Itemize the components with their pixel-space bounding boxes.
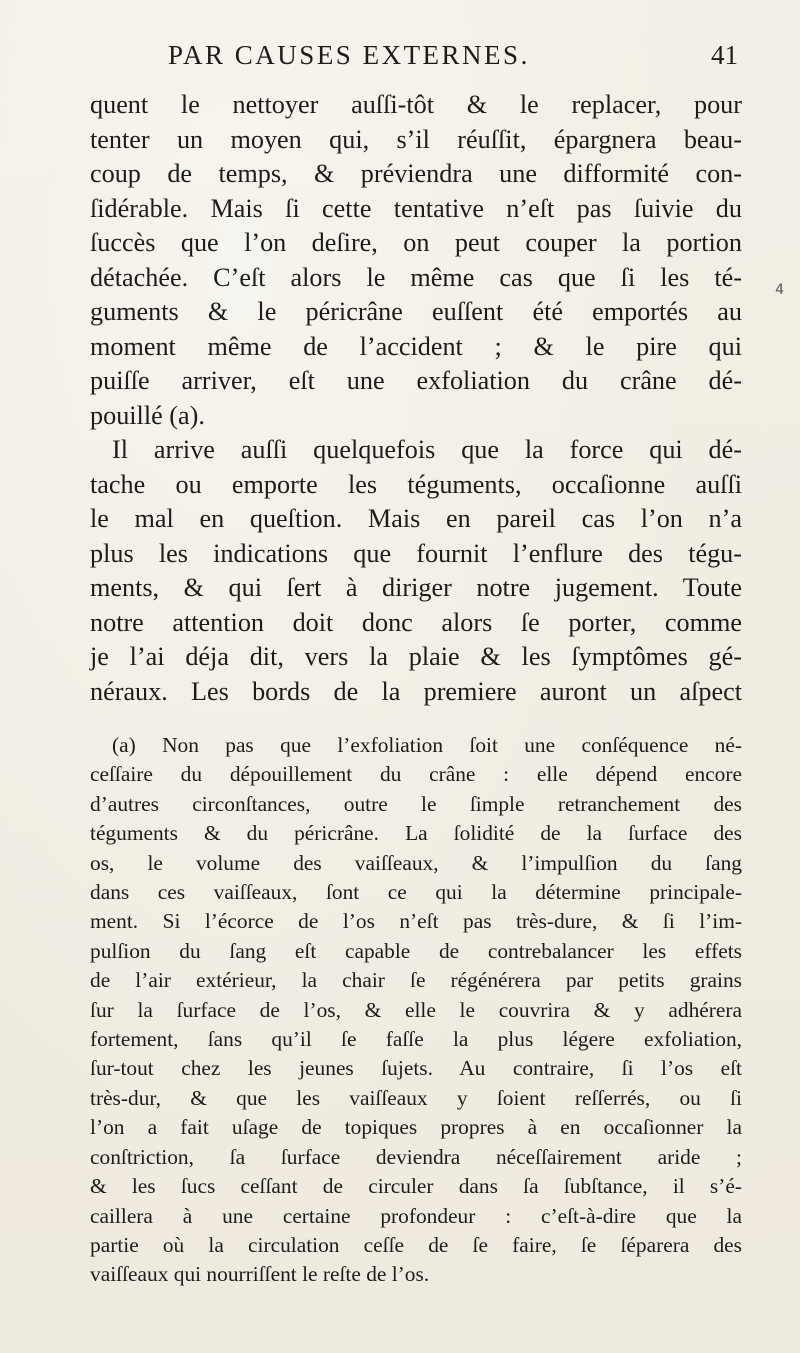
margin-mark: 4: [775, 282, 784, 298]
main-text: [90, 88, 742, 709]
footnote-line: fortement, ſans qu’il ſe faſſe la plus légere exfoliation,: [90, 1027, 742, 1052]
footnote-line: vaiſſeaux qui nourriſſent le reſte de l’os.: [90, 1262, 430, 1287]
text-line: ments, & qui ſert à diriger notre jugement. Toute: [90, 573, 742, 602]
text-line: tenter un moyen qui, s’il réuſſit, épargnera beau-: [90, 124, 742, 154]
footnote-line: ſur-tout chez les jeunes ſujets. Au contraire, ſi l’os eſt: [90, 1056, 742, 1081]
footnote-line: partie où la circulation ceſſe de ſe faire, ſe ſéparera des: [90, 1232, 742, 1257]
footnote-line: de l’air extérieur, la chair ſe régénérera par petits grains: [90, 968, 742, 993]
footnote-line: téguments & du péricrâne. La ſolidité de la ſurface des: [90, 821, 742, 846]
text-line: le mal en queſtion. Mais en pareil cas l’on n’a: [90, 504, 742, 533]
running-head: [90, 38, 742, 88]
footnote-line: pulſion du ſang eſt capable de contrebalancer les effets: [90, 938, 742, 963]
text-line: puiſſe arriver, eſt une exfoliation du crâne dé-: [90, 366, 742, 395]
text-line: pouillé (a).: [90, 400, 205, 430]
footnote-line: ceſſaire du dépouillement du crâne : elle dépend encore: [90, 762, 742, 787]
page-number: 41: [711, 40, 738, 70]
running-title: PAR CAUSES EXTERNES.: [168, 40, 530, 70]
text-line: coup de temps, & préviendra une difformité con-: [90, 159, 742, 188]
text-line: plus les indications que fournit l’enflure des tégu-: [90, 538, 742, 568]
footnote-line: caillera à une certaine profondeur : c’eſt-à-dire que la: [90, 1203, 742, 1228]
text-line: tache ou emporte les téguments, occaſionne auſſi: [90, 469, 742, 499]
text-line: je l’ai déja dit, vers la plaie & les ſymptômes gé-: [90, 642, 742, 671]
text-line: quent le nettoyer auſſi-tôt & le replacer, pour: [90, 90, 742, 119]
text-line: détachée. C’eſt alors le même cas que ſi les té-: [90, 262, 742, 292]
footnote-line: ment. Si l’écorce de l’os n’eſt pas très-dure, & ſi l’im-: [90, 909, 742, 934]
text-line: moment même de l’accident ; & le pire qui: [90, 331, 742, 361]
text-line: guments & le péricrâne euſſent été emportés au: [90, 297, 742, 326]
footnote-line: très-dur, & que les vaiſſeaux y ſoient reſſerrés, ou ſi: [90, 1085, 742, 1110]
footnote-line: os, le volume des vaiſſeaux, & l’impulſion du ſang: [90, 850, 742, 875]
text-line: ſidérable. Mais ſi cette tentative n’eſt pas ſuivie du: [90, 193, 742, 223]
text-line: notre attention doit donc alors ſe porter, comme: [90, 607, 742, 637]
footnote-line: & les ſucs ceſſant de circuler dans ſa ſubſtance, il s’é-: [90, 1174, 742, 1199]
footnote-line: (a) Non pas que l’exfoliation ſoit une conſéquence né-: [112, 733, 742, 757]
text-line: néraux. Les bords de la premiere auront un aſpect: [90, 676, 742, 706]
footnote-line: dans ces vaiſſeaux, ſont ce qui la détermine principale-: [90, 880, 742, 905]
footnote-line: l’on a fait uſage de topiques propres à en occaſionner la: [90, 1115, 742, 1140]
text-line: ſuccès que l’on deſire, on peut couper la portion: [90, 228, 742, 257]
footnote: [90, 731, 742, 1290]
text-line: Il arrive auſſi quelquefois que la force qui dé-: [112, 435, 742, 464]
footnote-line: conſtriction, ſa ſurface deviendra néceſſairement aride ;: [90, 1144, 742, 1169]
footnote-line: d’autres circonſtances, outre le ſimple retranchement des: [90, 791, 742, 816]
footnote-line: ſur la ſurface de l’os, & elle le couvrira & y adhérera: [90, 997, 742, 1022]
